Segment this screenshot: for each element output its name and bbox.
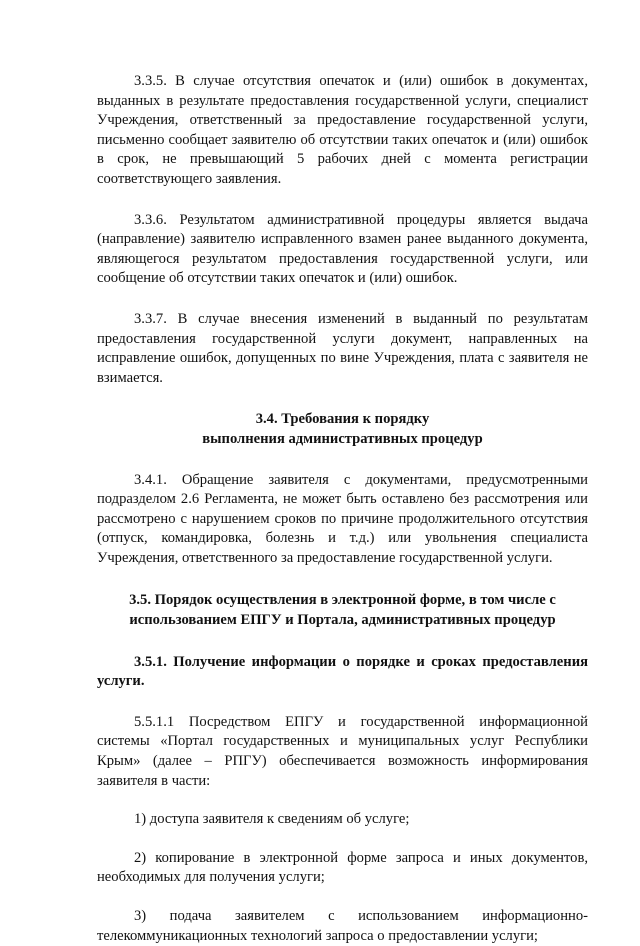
list-item-2: 2) копирование в электронной форме запроса и иных документов, необходимых для получения услуги;: [97, 849, 588, 886]
section-heading-3-5-line2: использованием ЕПГУ и Портала, административных процедур: [129, 612, 556, 629]
subsection-heading-3-5-1: 3.5.1. Получение информации о порядке и сроках предоставления услуги.: [97, 653, 588, 690]
paragraph-3-4-1: 3.4.1. Обращение заявителя с документами, предусмотренными подразделом 2.6 Регламента, не может быть оставлено без рассмотрения или рассмотрено с нарушением сроков по причине продолжительного отсутствия (отпуск, командировка, болезнь и т.д.) или увольнения специалиста Учреждения, ответственного за предоставление государственной услуги.: [97, 471, 588, 566]
section-heading-3-4-line2: выполнения административных процедур: [202, 430, 483, 447]
list-item-1: 1) доступа заявителя к сведениям об услуге;: [134, 811, 410, 828]
paragraph-3-3-6: 3.3.6. Результатом административной процедуры является выдача (направление) заявителю исправленного взамен ранее выданного документа, являющегося результатом предоставления государственной услуги, или сообщение об отсутствии таких опечаток и (или) ошибок.: [97, 211, 588, 287]
section-heading-3-4-line1: 3.4. Требования к порядку: [255, 411, 430, 428]
list-item-3: 3) подача заявителем с использованием информационно-телекоммуникационных технологий запроса о предоставлении услуги;: [97, 908, 588, 944]
section-heading-3-5: [97, 591, 588, 630]
paragraph-3-3-7: 3.3.7. В случае внесения изменений в выданный по результатам предоставления государственной услуги документ, направленных на исправление ошибок, допущенных по вине Учреждения, плата с заявителя не взимается.: [97, 310, 588, 386]
paragraph-5-5-1-1: 5.5.1.1 Посредством ЕПГУ и государственной информационной системы «Портал государственных и муниципальных услуг Республики Крым» (далее – РПГУ) обеспечивается возможность информирования заявителя в части:: [97, 713, 588, 789]
section-heading-3-4: [97, 410, 588, 449]
paragraph-3-3-5: 3.3.5. В случае отсутствия опечаток и (или) ошибок в документах, выданных в результате предоставления государственной услуги, специалист Учреждения, ответственный за предоставление государственной услуги, письменно сообщает заявителю об отсутствии таких опечаток и (или) ошибок в срок, не превышающий 5 рабочих дней с момента регистрации соответствующего заявления.: [97, 73, 588, 187]
section-heading-3-5-line1: 3.5. Порядок осуществления в электронной форме, в том числе с: [129, 592, 556, 609]
